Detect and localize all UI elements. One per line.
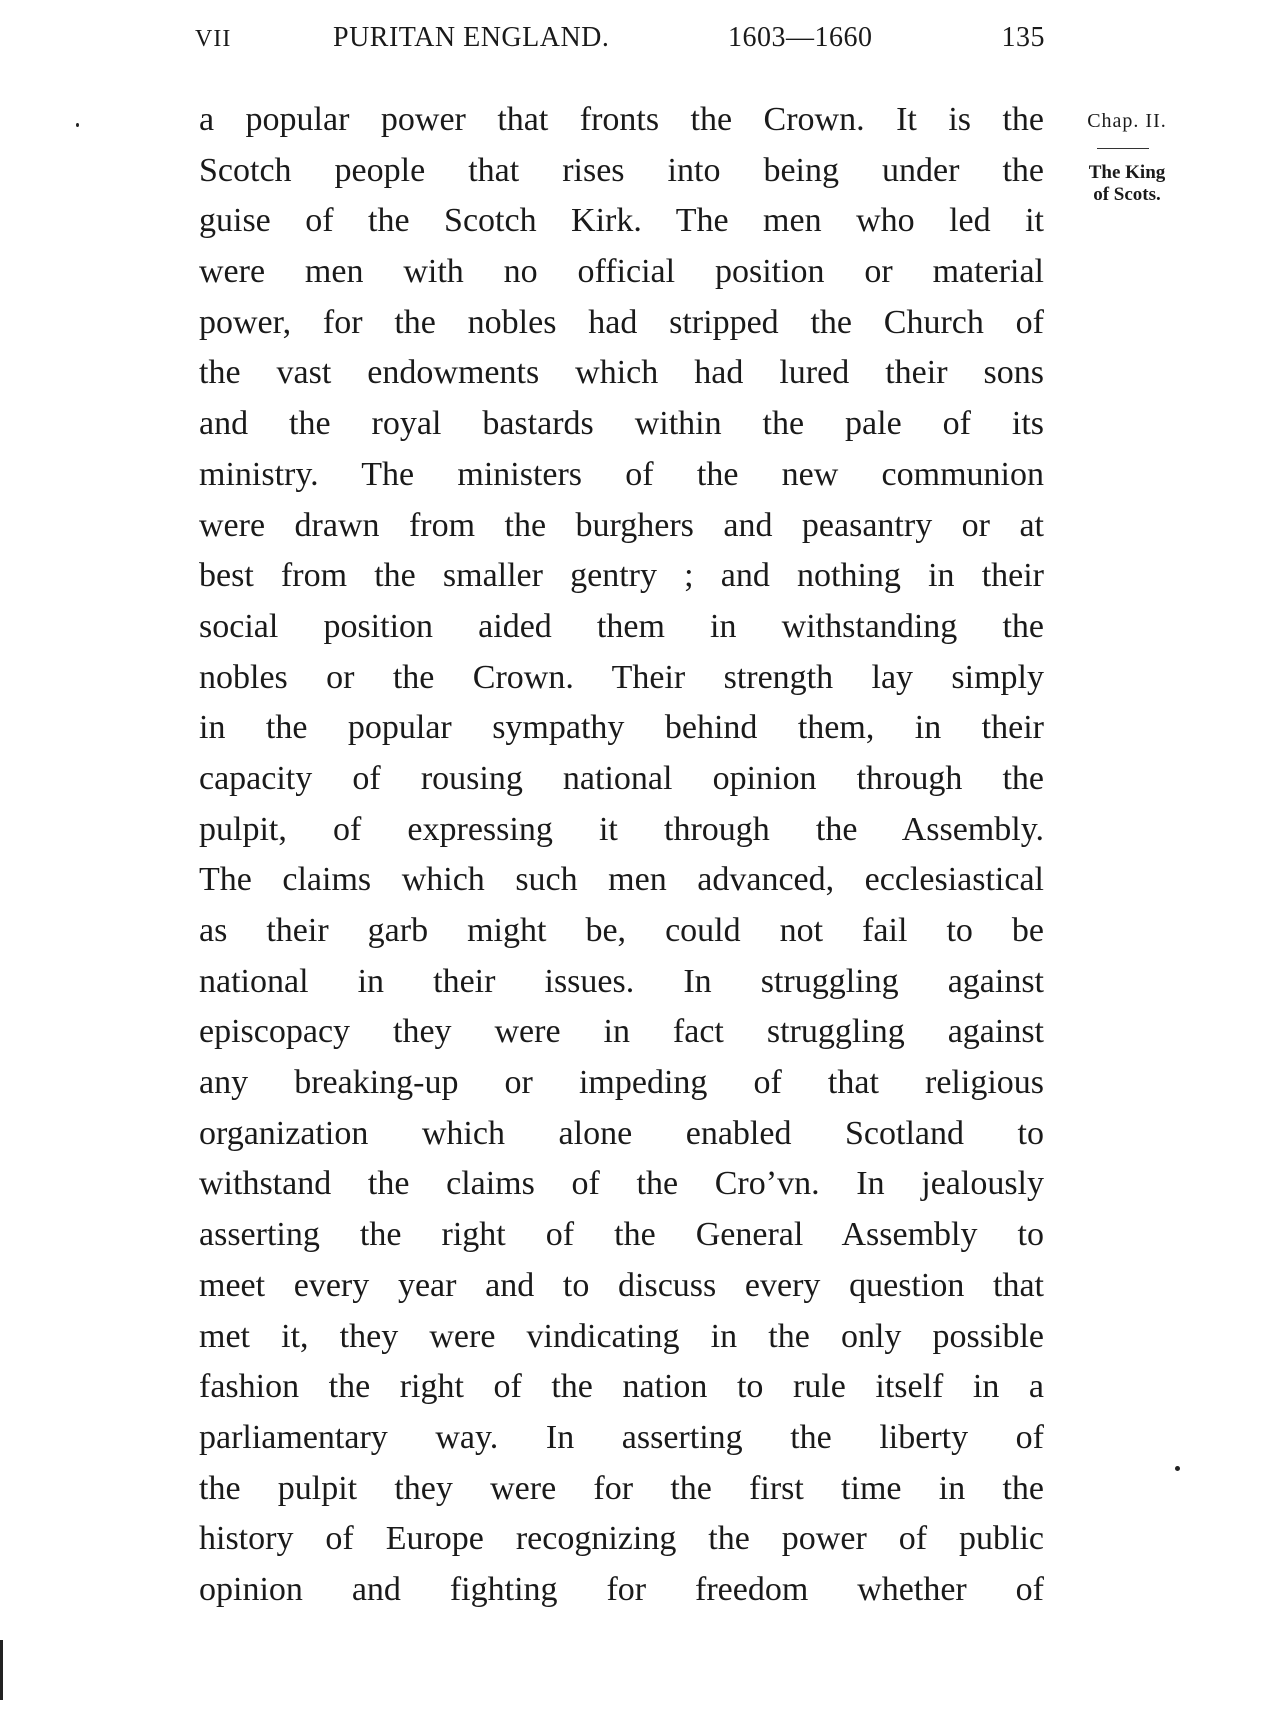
text-line: as their garb might be, could not fail to be	[199, 912, 1044, 949]
running-head-dates: 1603—1660	[728, 22, 873, 53]
text-line: Scotch people that rises into being under the	[199, 151, 1044, 189]
page-number: 135	[1001, 22, 1045, 53]
text-line: history of Europe recognizing the power of public	[199, 1520, 1044, 1558]
text-line: episcopacy they were in fact struggling against	[199, 1013, 1044, 1051]
running-head-title: PURITAN ENGLAND.	[333, 22, 610, 53]
text-line: any breaking-up or impeding of that religious	[199, 1064, 1044, 1102]
margin-note-chapter: Chap. II.	[1087, 110, 1167, 132]
text-line: national in their issues. In struggling against	[199, 962, 1044, 1000]
margin-note-topic	[1062, 162, 1192, 206]
text-line: best from the smaller gentry ; and nothing in their	[199, 557, 1044, 595]
scan-speck	[1175, 1466, 1180, 1471]
text-line: were men with no official position or material	[199, 253, 1044, 291]
text-line: a popular power that fronts the Crown. It is the	[199, 101, 1044, 138]
text-line: the pulpit they were for the first time in the	[199, 1469, 1044, 1507]
text-line: met it, they were vindicating in the only possible	[199, 1317, 1044, 1355]
text-line: organization which alone enabled Scotland to	[199, 1114, 1044, 1152]
text-line: and the royal bastards within the pale of its	[199, 405, 1044, 443]
text-line: withstand the claims of the Croʼvn. In jealously	[199, 1165, 1044, 1203]
text-line: power, for the nobles had stripped the Church of	[199, 303, 1044, 341]
margin-note-topic-line: The King	[1088, 162, 1166, 183]
text-line: were drawn from the burghers and peasantry or at	[199, 506, 1044, 544]
scan-speck	[76, 123, 79, 127]
text-line: fashion the right of the nation to rule itself in a	[199, 1368, 1044, 1406]
text-line: in the popular sympathy behind them, in their	[199, 709, 1044, 747]
text-line: the vast endowments which had lured their sons	[199, 354, 1044, 392]
text-line: parliamentary way. In asserting the liberty of	[199, 1418, 1044, 1456]
text-line: nobles or the Crown. Their strength lay simply	[199, 658, 1044, 696]
scan-edge-mark	[0, 1640, 3, 1700]
text-line: The claims which such men advanced, ecclesiastical	[199, 861, 1044, 899]
text-line: pulpit, of expressing it through the Assembly.	[199, 810, 1044, 848]
margin-note-divider	[1097, 148, 1149, 149]
running-head-chapter: VII	[195, 26, 232, 52]
text-line: opinion and fighting for freedom whether of	[199, 1570, 1044, 1608]
text-line: ministry. The ministers of the new communion	[199, 455, 1044, 493]
body-text	[199, 95, 1044, 1616]
text-line: meet every year and to discuss every question that	[199, 1266, 1044, 1304]
running-head	[195, 22, 1045, 62]
margin-note-topic-line: of Scots.	[1093, 184, 1161, 205]
text-line: capacity of rousing national opinion through the	[199, 759, 1044, 797]
text-line: guise of the Scotch Kirk. The men who led it	[199, 202, 1044, 240]
text-line: asserting the right of the General Assembly to	[199, 1216, 1044, 1254]
text-line: social position aided them in withstanding the	[199, 607, 1044, 645]
